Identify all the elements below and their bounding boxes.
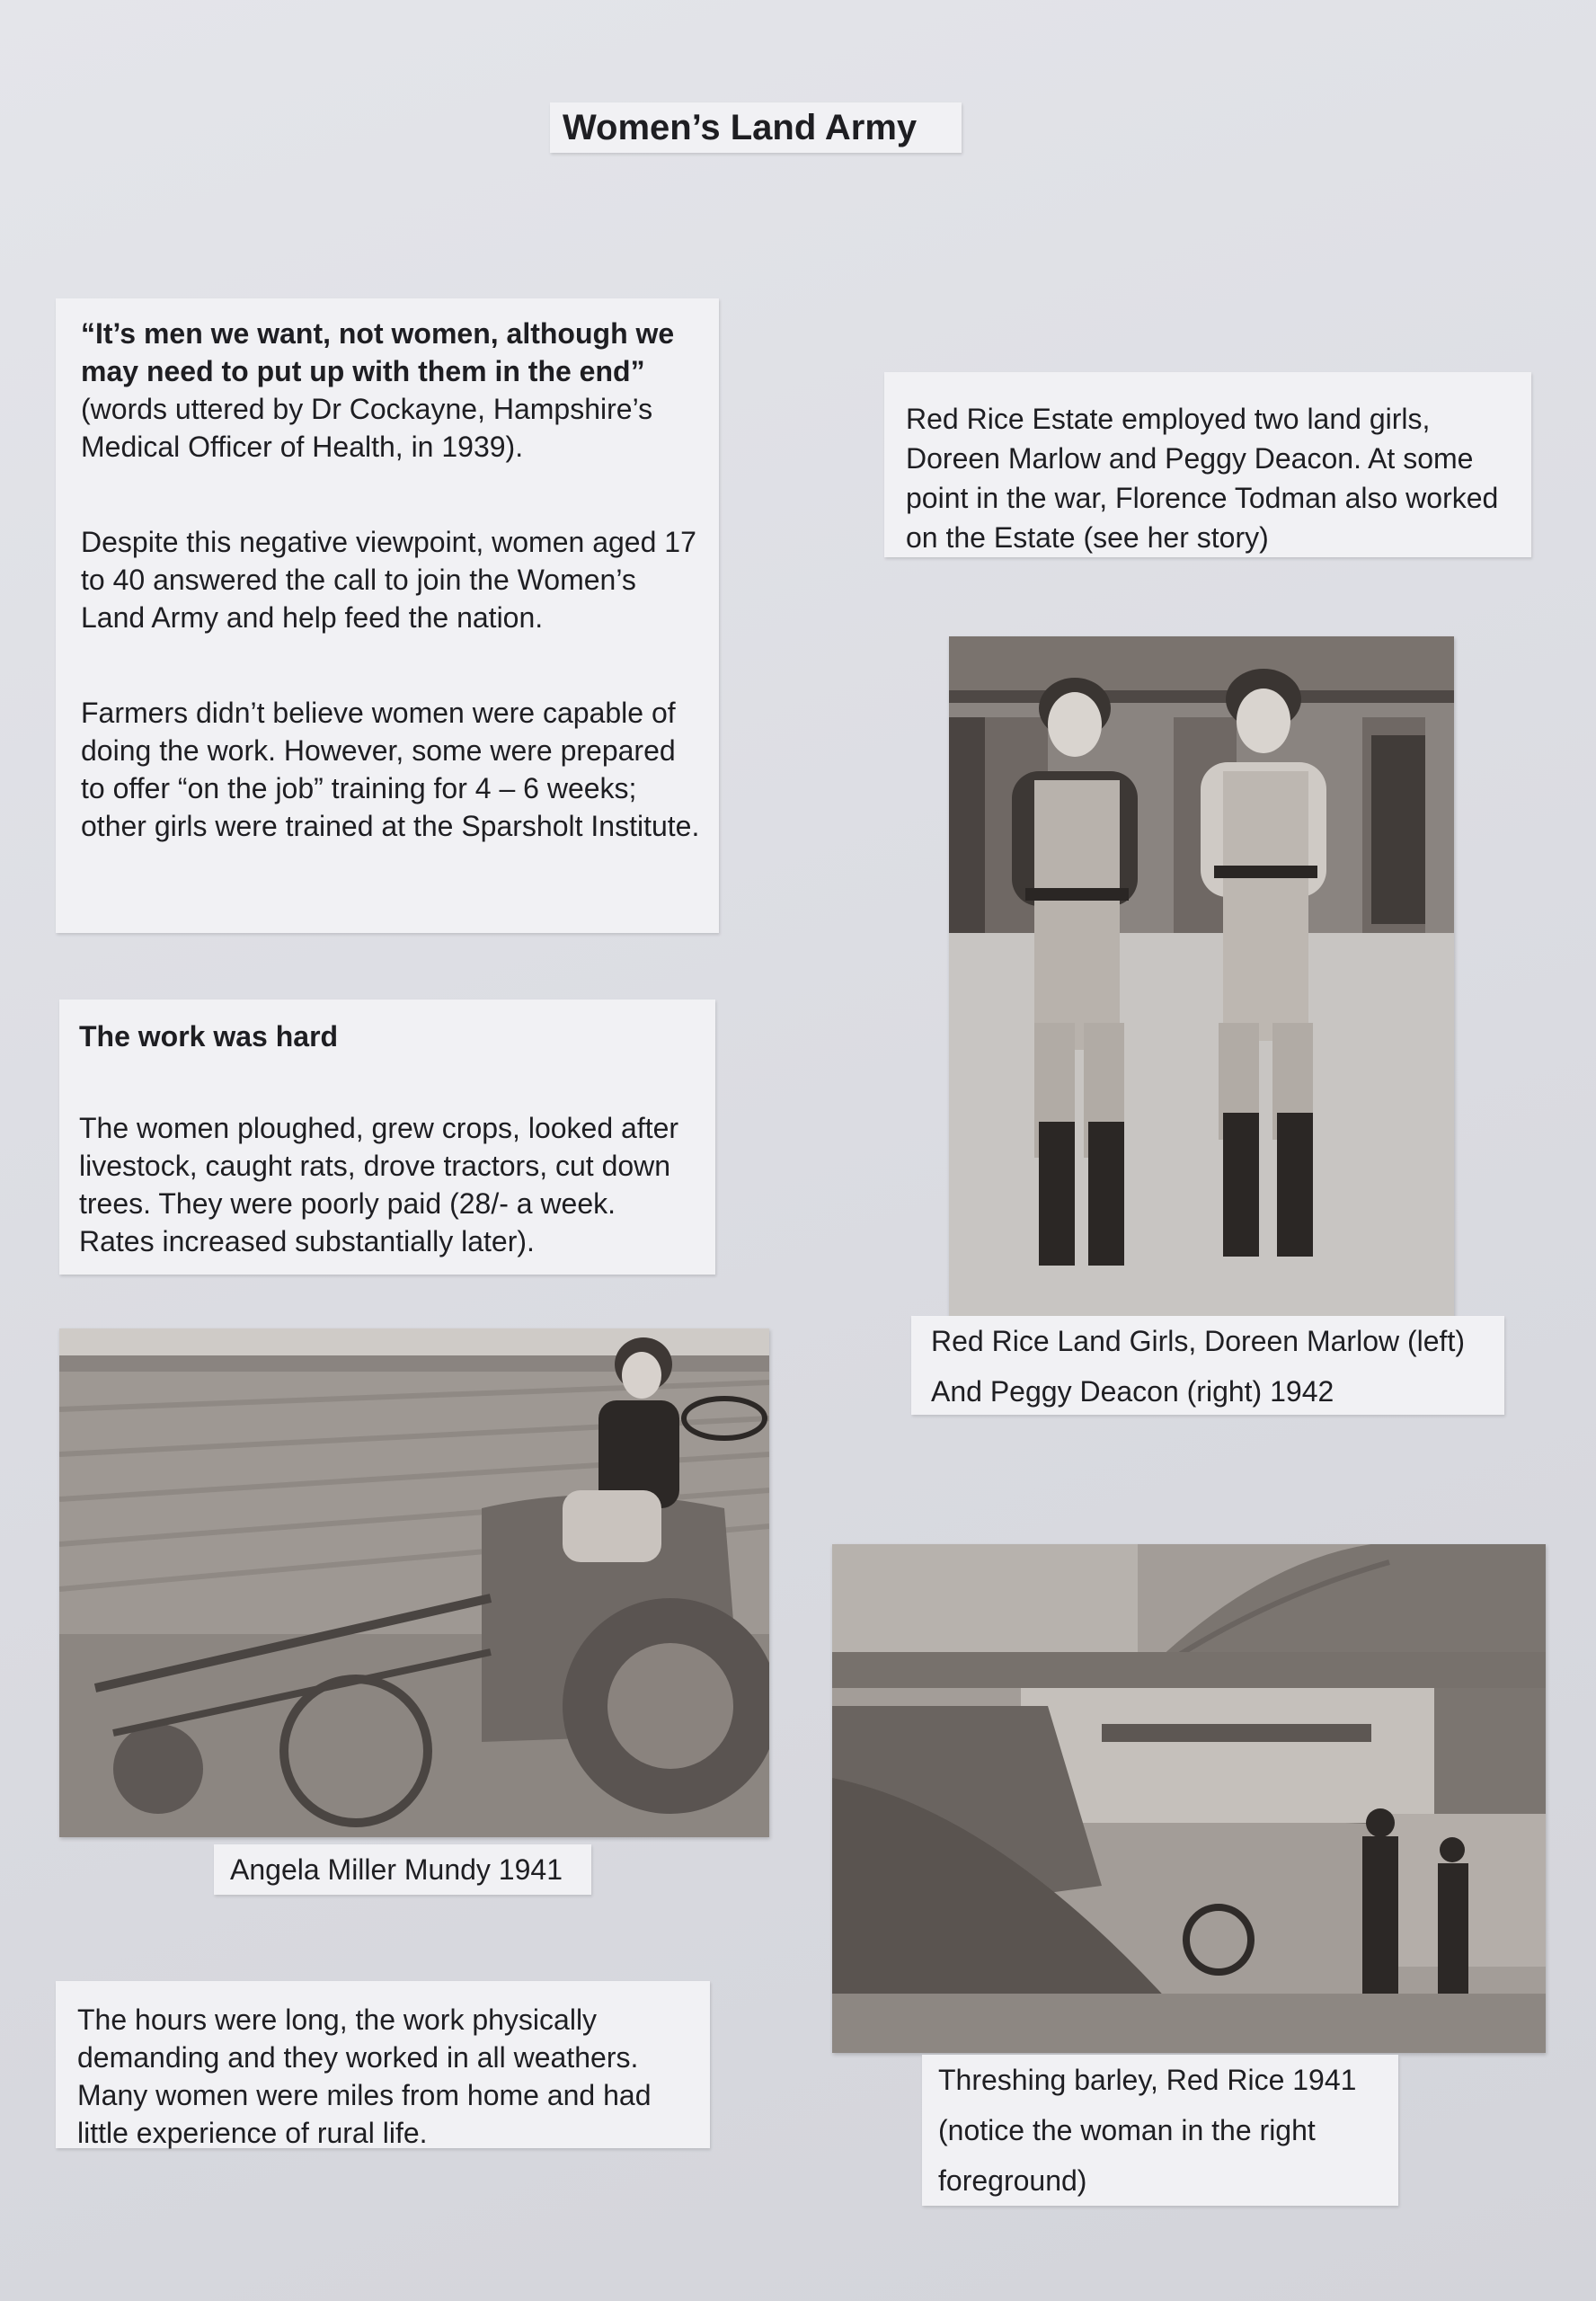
hours-text: The hours were long, the work physically demanding and they worked in all weathers. Many women were miles from home and had little experience of rural life.: [77, 2003, 652, 2149]
title-label: [550, 102, 962, 153]
land-girls-caption-line-1: Red Rice Land Girls, Doreen Marlow (left): [931, 1325, 1465, 1357]
work-text: The women ploughed, grew crops, looked after livestock, caught rats, drove tractors, cut down trees. They were poorly paid (28/- a week. Rates increased substantially later).: [79, 1112, 679, 1257]
quote-attribution: (words uttered by Dr Cockayne, Hampshire’s Medical Officer of Health, in 1939).: [81, 393, 653, 463]
land-girls-caption: [911, 1316, 1504, 1415]
tractor-caption-text: Angela Miller Mundy 1941: [230, 1853, 563, 1886]
hours-box: [56, 1981, 710, 2148]
quote-text: “It’s men we want, not women, although we may need to put up with them in the end”: [81, 317, 675, 387]
land-girls-caption-line-2: And Peggy Deacon (right) 1942: [931, 1375, 1334, 1408]
land-girls-photo: [949, 636, 1454, 1319]
threshing-caption: [922, 2055, 1398, 2206]
quote-box: [56, 298, 719, 933]
threshing-photo: [832, 1544, 1546, 2053]
tractor-photo: [59, 1328, 769, 1837]
tractor-caption: [214, 1844, 591, 1895]
estate-text: Red Rice Estate employed two land girls, Doreen Marlow and Peggy Deacon. At some point in the war, Florence Todman also worked on the Estate (see her story): [906, 403, 1499, 554]
work-box: [59, 999, 715, 1275]
estate-box: [884, 372, 1531, 557]
page-title: Women’s Land Army: [563, 108, 918, 147]
training-paragraph: Farmers didn’t believe women were capable of doing the work. However, some were prepared to offer “on the job” training for 4 – 6 weeks; other girls were trained at the Sparsholt Institute.: [81, 697, 700, 842]
work-heading: The work was hard: [79, 1020, 339, 1053]
age-paragraph: Despite this negative viewpoint, women aged 17 to 40 answered the call to join the Women’s Land Army and help feed the nation.: [81, 526, 696, 634]
threshing-caption-line-3: foreground): [938, 2164, 1087, 2197]
threshing-caption-line-1: Threshing barley, Red Rice 1941: [938, 2064, 1357, 2096]
quote-paragraph: [81, 315, 701, 466]
threshing-caption-line-2: (notice the woman in the right: [938, 2114, 1316, 2146]
